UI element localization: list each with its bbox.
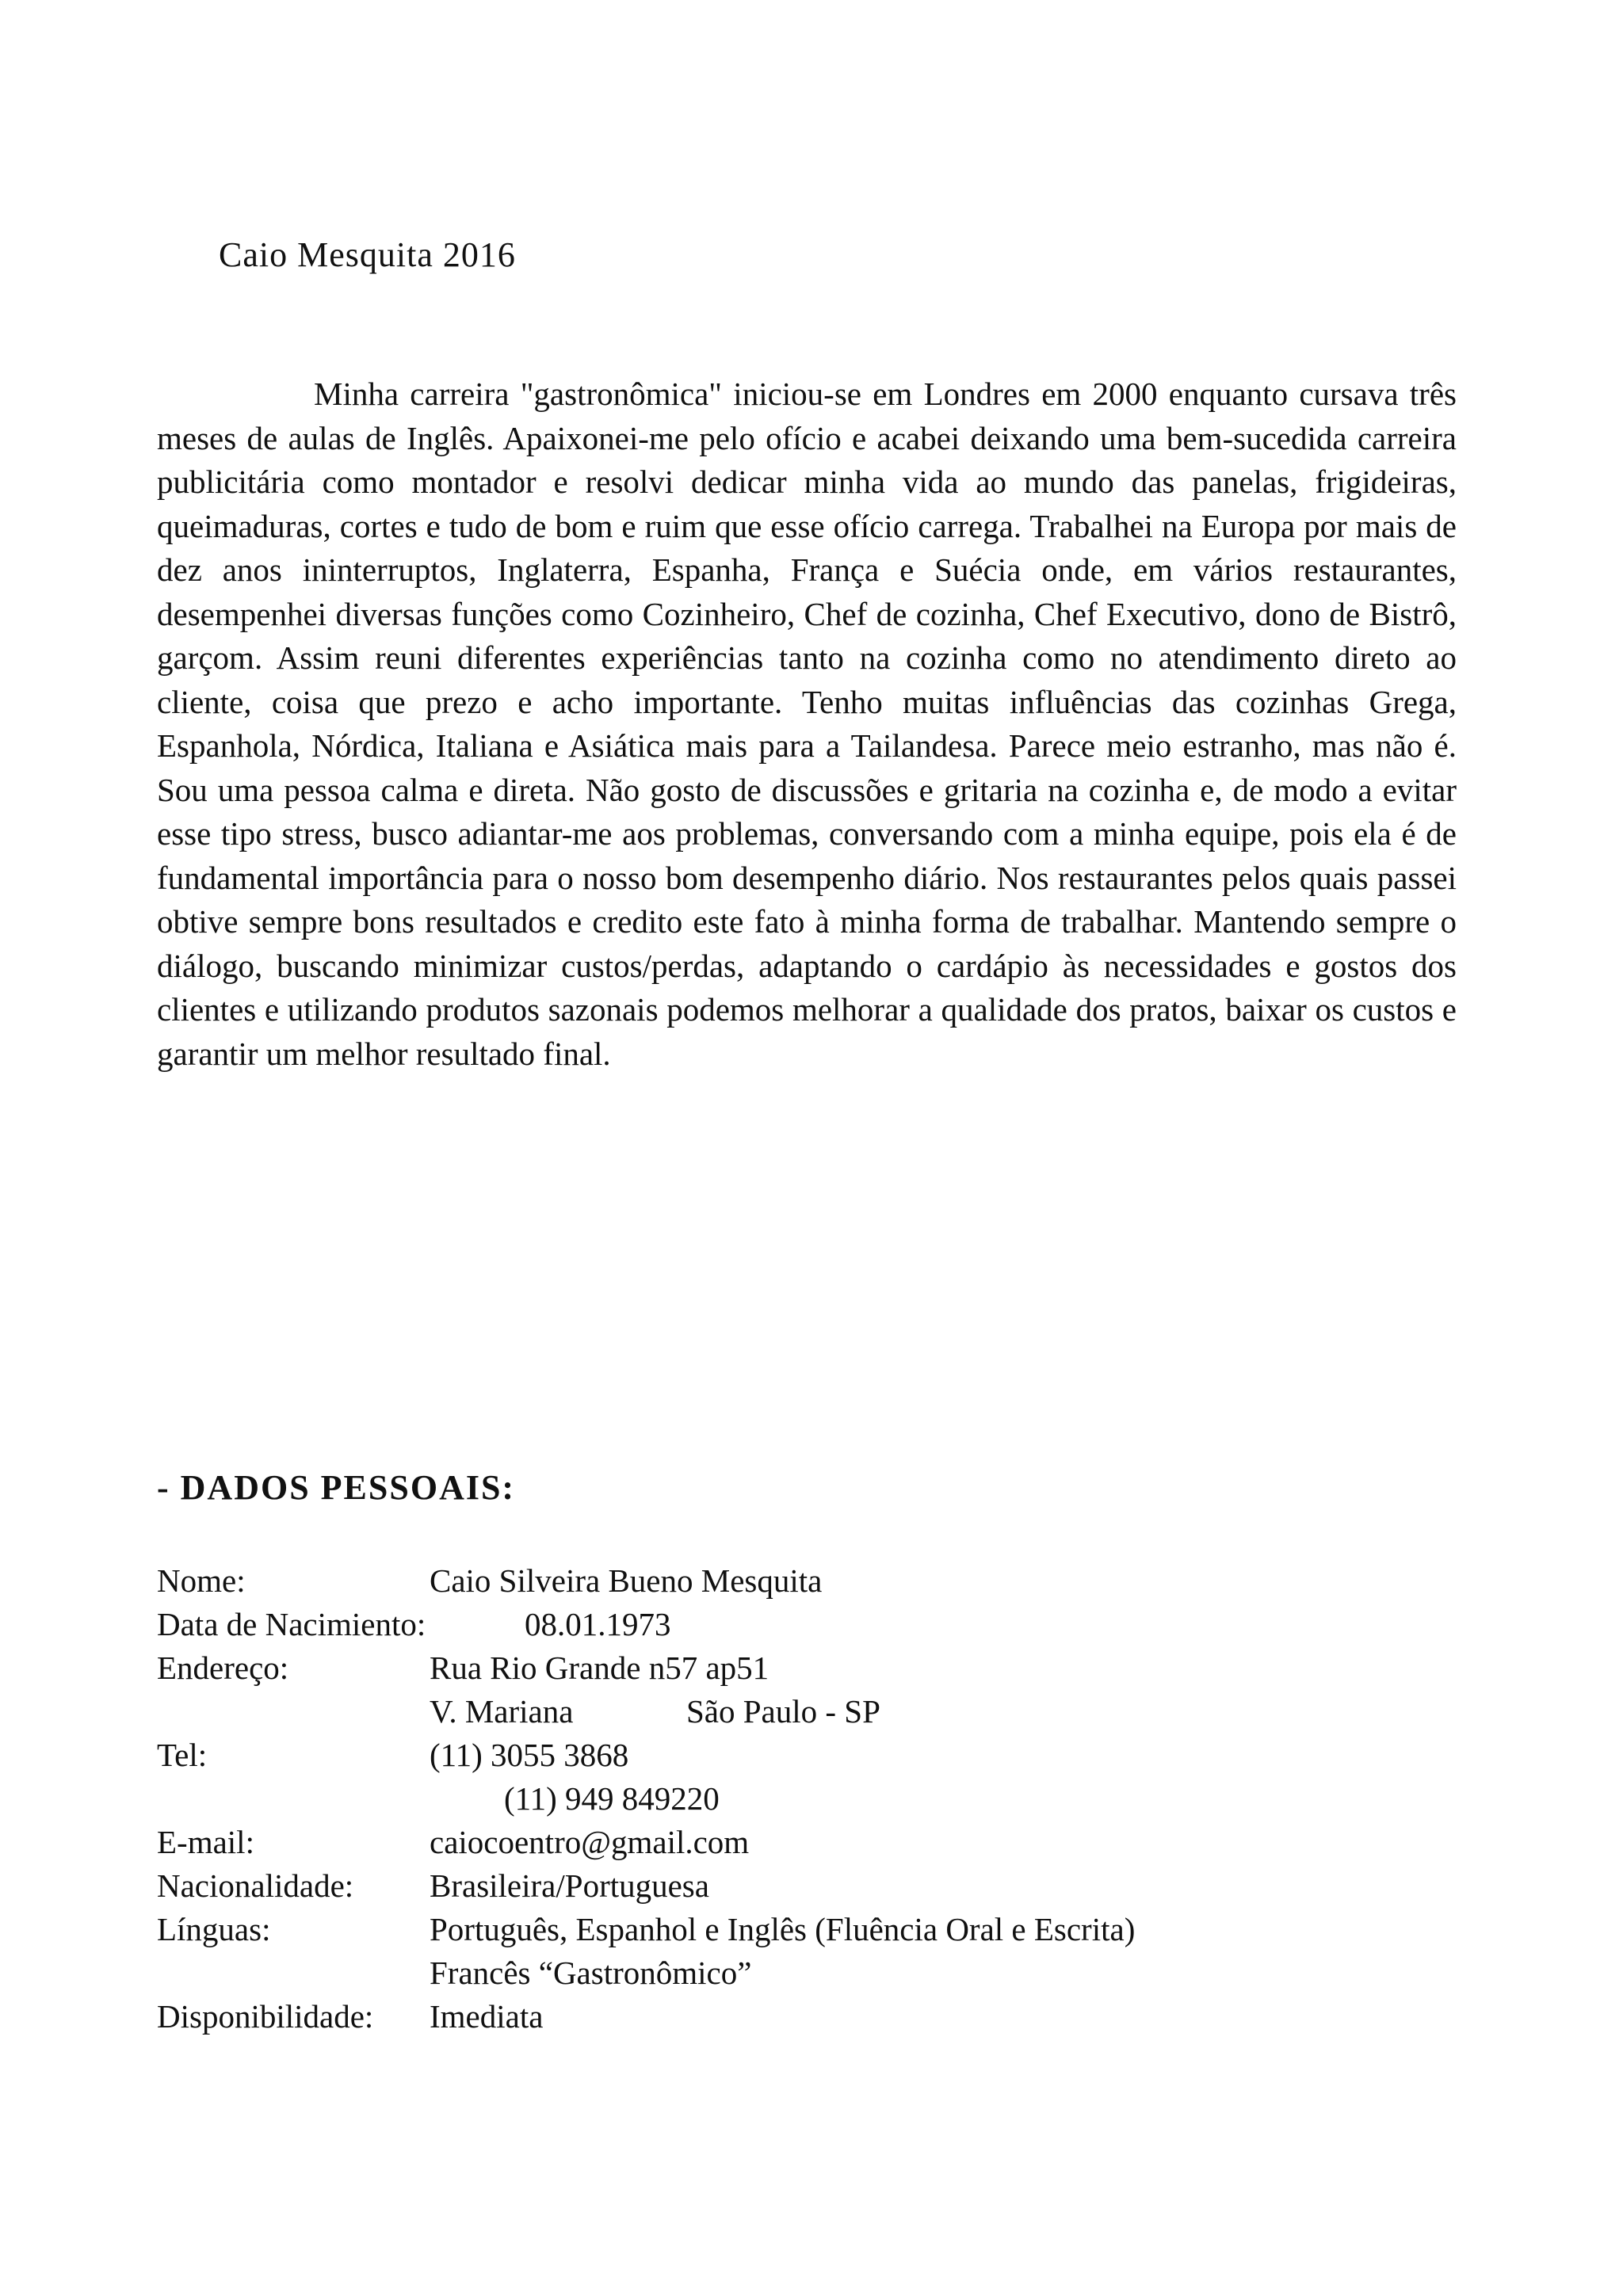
birth-value: 08.01.1973 (525, 1606, 671, 1642)
email-label: E-mail: (157, 1824, 254, 1860)
languages-line2: Francês “Gastronômico” (430, 1955, 752, 1991)
nationality-label: Nacionalidade: (157, 1867, 354, 1904)
availability-label: Disponibilidade: (157, 1998, 374, 2035)
name-value: Caio Silveira Bueno Mesquita (430, 1562, 823, 1599)
address-district: V. Mariana (430, 1693, 574, 1730)
nationality-value: Brasileira/Portuguesa (430, 1867, 709, 1904)
birth-label: Data de Nacimiento: (157, 1606, 426, 1642)
availability-value: Imediata (430, 1998, 544, 2035)
bio-paragraph (157, 372, 1457, 1076)
tel-label: Tel: (157, 1737, 208, 1773)
tel-value-2: (11) 949 849220 (504, 1780, 720, 1817)
email-value: caiocoentro@gmail.com (430, 1824, 750, 1860)
document-title: Caio Mesquita 2016 (219, 235, 516, 274)
personal-data-heading: - DADOS PESSOAIS: (157, 1468, 516, 1507)
name-label: Nome: (157, 1562, 246, 1599)
address-city: São Paulo - SP (686, 1693, 880, 1730)
languages-line1: Português, Espanhol e Inglês (Fluência Oral e Escrita) (430, 1911, 1136, 1947)
address-label: Endereço: (157, 1650, 289, 1686)
tel-value-1: (11) 3055 3868 (430, 1737, 629, 1773)
bio-text: Minha carreira "gastronômica" iniciou-se em Londres em 2000 enquanto cursava três meses de aulas de Inglês. Apaixonei-me pelo ofício e acabei deixando uma bem-sucedida carreira publicitária como montador e resolvi dedicar minha vida ao mundo das panelas, frigideiras, queimaduras, cortes e tudo de bom e ruim que esse ofício carrega. Trabalhei na Europa por mais de dez anos ininterruptos, Inglaterra, Espanha, França e Suécia onde, em vários restaurantes, desempenhei diversas funções como Cozinheiro, Chef de cozinha, Chef Executivo, dono de Bistrô, garçom. Assim reuni diferentes experiências tanto na cozinha como no atendimento direto ao cliente, coisa que prezo e acho importante. Tenho muitas influências das cozinhas Grega, Espanhola, Nórdica, Italiana e Asiática mais para a Tailandesa. Parece meio estranho, mas não é. Sou uma pessoa calma e direta. Não gosto de discussões e gritaria na cozinha e, de modo a evitar esse tipo stress, busco adiantar-me aos problemas, conversando com a minha equipe, pois ela é de fundamental importância para o nosso bom desempenho diário. Nos restaurantes pelos quais passei obtive sempre bons resultados e credito este fato à minha forma de trabalhar. Mantendo sempre o diálogo, buscando minimizar custos/perdas, adaptando o cardápio às necessidades e gostos dos clientes e utilizando produtos sazonais podemos melhorar a qualidade dos pratos, baixar os custos e garantir um melhor resultado final. (157, 376, 1457, 1072)
address-line1: Rua Rio Grande n57 ap51 (430, 1650, 769, 1686)
languages-label: Línguas: (157, 1911, 271, 1947)
